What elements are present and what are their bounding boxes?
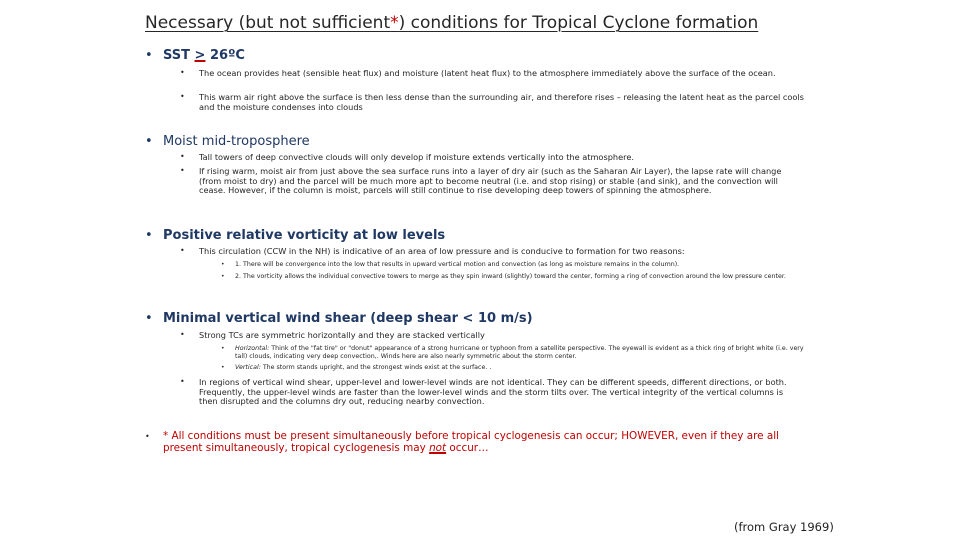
horizontal-label: Horizontal: [235, 345, 270, 352]
vorticity-subpoint-1: 1. There will be convergence into the low that results in upward vertical motion and convection (as long as moisture remains in the column). [235, 261, 680, 268]
shear-point-1: Strong TCs are symmetric horizontally and they are stacked vertically [199, 330, 485, 340]
bullet-sst: • [145, 48, 153, 63]
vorticity-point: This circulation (CCW in the NH) is indicative of an area of low pressure and is conducive to formation for two reasons: [199, 246, 685, 256]
footnote-text-after: occur… [446, 441, 489, 454]
sst-point-2: This warm air right above the surface is then less dense than the surrounding air, and therefore rises – releasing the latent heat as the parcel cools and the moisture condenses into clouds [199, 92, 804, 112]
shear-subpoint-horizontal [235, 345, 817, 361]
moist-point-1: Tall towers of deep convective clouds will only develop if moisture extends vertically into the atmosphere. [199, 152, 634, 162]
sub-bullet: • [180, 246, 185, 255]
source-citation: (from Gray 1969) [734, 520, 834, 534]
sub-bullet: • [180, 92, 185, 101]
sst-value: 26ºC [205, 48, 245, 63]
sub-bullet: • [180, 152, 185, 161]
sub-sub-bullet: • [221, 364, 225, 371]
slide-title [145, 13, 758, 33]
shear-point-2: In regions of vertical wind shear, upper-level and lower-level winds are not identical. They can be different speeds, different directions, or both. Frequently, the upper-level winds are faster than the lower-level winds and the storm tilts over. The vertical integrity of the vertical columns is then disrupted and the columns dry out, reducing nearby convection. [199, 377, 787, 407]
sub-bullet: • [180, 330, 185, 339]
heading-shear: Minimal vertical wind shear (deep shear < 10 m/s) [163, 311, 533, 326]
footnote-text-before: * All conditions must be present simultaneously before tropical cyclogenesis can occur; HOWEVER, even if they are all present simultaneously, tropical cyclogenesis may [163, 430, 779, 454]
sub-sub-bullet: • [221, 345, 225, 352]
sub-bullet: • [180, 166, 185, 175]
heading-moist: Moist mid-troposphere [163, 134, 310, 149]
bullet-moist: • [145, 134, 153, 149]
title-text-before: Necessary (but not sufficient [145, 13, 391, 33]
bullet-footnote: • [145, 432, 150, 441]
heading-sst [163, 48, 245, 63]
moist-point-2: If rising warm, moist air from just above the sea surface runs into a layer of dry air (such as the Saharan Air Layer), the lapse rate will change (from moist to dry) and the parcel will be much more apt to become neutral (i.e. and stop rising) or stable (and sink), and the convection will cease. However, if the column is moist, parcels will still continue to rise developing deep towers of spinning the atmosphere. [199, 166, 782, 196]
shear-subpoint-vertical [235, 364, 817, 372]
sst-label: SST [163, 48, 195, 63]
title-text-after: ) conditions for Tropical Cyclone formation [398, 13, 759, 33]
footnote [163, 431, 803, 454]
bullet-vorticity: • [145, 228, 153, 243]
sst-point-1: The ocean provides heat (sensible heat flux) and moisture (latent heat flux) to the atmosphere immediately above the surface of the ocean. [199, 68, 776, 78]
sub-sub-bullet: • [221, 273, 225, 280]
vertical-text: The storm stands upright, and the strongest winds exist at the surface. . [260, 364, 492, 371]
heading-vorticity: Positive relative vorticity at low levels [163, 228, 446, 243]
vertical-label: Vertical: [235, 364, 261, 371]
footnote-emphasis: not [429, 441, 447, 454]
vorticity-subpoint-2: 2. The vorticity allows the individual convective towers to merge as they spin inward (slightly) toward the center, forming a ring of convection around the low pressure center. [235, 273, 786, 280]
sub-bullet: • [180, 377, 185, 386]
sub-bullet: • [180, 68, 185, 77]
horizontal-text: Think of the "fat tire" or "donut" appearance of a strong hurricane or typhoon from a satellite perspective. The eyewall is evident as a thick ring of bright white (i.e. very tall) clouds, indicating very deep convection,. Winds here are also nearly symmetric about the storm center. [235, 345, 804, 360]
sst-operator: > [194, 48, 206, 63]
bullet-shear: • [145, 311, 153, 326]
title-asterisk: * [390, 13, 399, 33]
sub-sub-bullet: • [221, 261, 225, 268]
